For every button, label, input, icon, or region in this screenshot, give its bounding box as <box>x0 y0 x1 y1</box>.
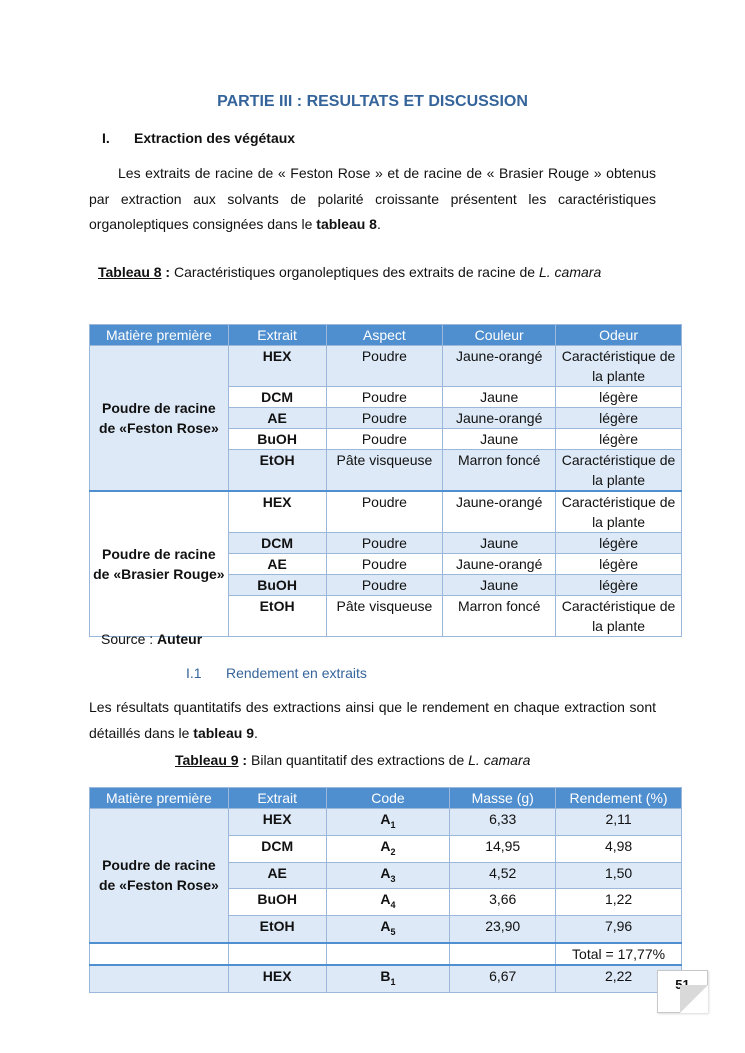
table-cell: AE <box>228 408 326 429</box>
table9-caption-text: Bilan quantitatif des extractions de <box>247 752 469 768</box>
table-cell: BuOH <box>228 429 326 450</box>
table-cell: HEX <box>228 491 326 533</box>
results-paragraph <box>89 695 656 746</box>
total-row <box>90 943 682 965</box>
table-cell: Jaune-orangé <box>443 554 556 575</box>
table-cell: Jaune-orangé <box>443 491 556 533</box>
table-cell: Poudre <box>326 429 443 450</box>
intro-end: . <box>376 216 381 232</box>
table-cell: Pâte visqueuse <box>326 450 443 492</box>
table-cell: Poudre <box>326 346 443 387</box>
column-header: Aspect <box>326 325 443 346</box>
table-header-row <box>90 325 682 346</box>
table-cell: Jaune <box>443 429 556 450</box>
table-cell: Poudre <box>326 387 443 408</box>
table8-label: Tableau 8 <box>98 264 162 280</box>
table-row <box>90 965 682 992</box>
table-cell: légère <box>556 387 682 408</box>
column-header: Masse (g) <box>450 788 556 809</box>
code-subscript: 4 <box>390 900 396 911</box>
table9-colon: : <box>238 752 248 768</box>
page-fold-decoration <box>680 985 708 1013</box>
table-cell: Marron foncé <box>443 596 556 637</box>
table-cell: Poudre <box>326 408 443 429</box>
intro-paragraph <box>89 161 656 238</box>
table-cell: AE <box>228 554 326 575</box>
table-cell: Poudre <box>326 491 443 533</box>
table-cell: 3,66 <box>450 889 556 916</box>
code-subscript: 2 <box>390 846 396 857</box>
page-number-box <box>657 970 708 1013</box>
code-cell <box>326 916 450 943</box>
table-cell: légère <box>556 429 682 450</box>
table-cell: légère <box>556 533 682 554</box>
column-header: Odeur <box>556 325 682 346</box>
table-cell: Jaune-orangé <box>443 408 556 429</box>
subsection-title: Rendement en extraits <box>226 665 367 681</box>
code-letter: B <box>380 967 391 984</box>
intro-text: Les extraits de racine de « Feston Rose » et de racine de « Brasier Rouge » obtenus par extraction aux solvants de polarité croissante présentent les caractéristiques organoleptiques consignées dans le <box>89 165 656 232</box>
table-cell: Marron foncé <box>443 450 556 492</box>
table-cell: BuOH <box>228 889 326 916</box>
table-cell: 6,67 <box>450 965 556 992</box>
table-cell: 23,90 <box>450 916 556 943</box>
group-cell: Poudre de racine de «Feston Rose» <box>90 346 229 492</box>
table-row <box>90 346 682 387</box>
table-reference: tableau 8 <box>316 216 377 232</box>
table-cell: DCM <box>228 533 326 554</box>
empty-cell <box>90 943 229 965</box>
table-cell: Poudre <box>326 554 443 575</box>
table-cell: HEX <box>228 346 326 387</box>
code-subscript: 1 <box>390 819 396 830</box>
column-header: Extrait <box>228 788 326 809</box>
table-cell: Jaune <box>443 533 556 554</box>
table-reference: tableau 9 <box>193 724 254 741</box>
table-cell: EtOH <box>228 916 326 943</box>
empty-cell <box>90 965 229 992</box>
code-subscript: 5 <box>390 926 396 937</box>
table-cell: 7,96 <box>556 916 682 943</box>
table-cell: Jaune <box>443 387 556 408</box>
table-source <box>101 631 202 647</box>
subsection-heading <box>186 665 367 681</box>
table-cell: AE <box>228 862 326 889</box>
code-letter: A <box>380 837 391 854</box>
table-cell: 6,33 <box>450 809 556 836</box>
total-cell: Total = 17,77% <box>556 943 682 965</box>
section-number: I. <box>102 130 110 146</box>
empty-cell <box>450 943 556 965</box>
group-cell: Poudre de racine de «Feston Rose» <box>90 809 229 943</box>
table-cell: Jaune <box>443 575 556 596</box>
table9-label: Tableau 9 <box>175 752 239 768</box>
table-cell: Jaune-orangé <box>443 346 556 387</box>
table-cell: HEX <box>228 809 326 836</box>
table-cell: Caractéristique de la plante <box>556 450 682 492</box>
table-cell: Caractéristique de la plante <box>556 346 682 387</box>
table-cell: 1,22 <box>556 889 682 916</box>
code-cell <box>326 965 450 992</box>
table9-caption <box>175 752 530 768</box>
column-header: Rendement (%) <box>556 788 682 809</box>
species-name: L. camara <box>468 752 531 768</box>
table-cell: Caractéristique de la plante <box>556 596 682 637</box>
group-cell: Poudre de racine de «Brasier Rouge» <box>90 491 229 637</box>
code-cell <box>326 809 450 836</box>
table-cell: EtOH <box>228 450 326 492</box>
table-cell: HEX <box>228 965 326 992</box>
code-letter: A <box>380 918 391 935</box>
table-cell: DCM <box>228 387 326 408</box>
table-cell: EtOH <box>228 596 326 637</box>
table-cell: légère <box>556 575 682 596</box>
section-heading <box>102 130 295 146</box>
table-cell: BuOH <box>228 575 326 596</box>
table-cell: légère <box>556 408 682 429</box>
table-cell: 1,50 <box>556 862 682 889</box>
results-text: Les résultats quantitatifs des extractions ainsi que le rendement en chaque extraction sont détaillés dans le <box>89 699 656 741</box>
code-subscript: 3 <box>390 873 396 884</box>
table-cell: 14,95 <box>450 835 556 862</box>
table-cell: Poudre <box>326 533 443 554</box>
table-row <box>90 491 682 533</box>
code-letter: A <box>380 811 391 827</box>
table-cell: Caractéristique de la plante <box>556 491 682 533</box>
table8-caption-text: Caractéristiques organoleptiques des extraits de racine de <box>170 264 539 280</box>
table-cell: 2,11 <box>556 809 682 836</box>
code-letter: A <box>380 891 391 908</box>
empty-cell <box>228 943 326 965</box>
table-cell: DCM <box>228 835 326 862</box>
code-cell <box>326 862 450 889</box>
table-cell: 4,98 <box>556 835 682 862</box>
table-cell: 2,22 <box>556 965 682 992</box>
code-cell <box>326 889 450 916</box>
table-row <box>90 809 682 836</box>
table8-colon: : <box>161 264 171 280</box>
species-name: L. camara <box>538 264 602 280</box>
table-cell: Poudre <box>326 575 443 596</box>
column-header: Couleur <box>443 325 556 346</box>
table-cell: Pâte visqueuse <box>326 596 443 637</box>
code-cell <box>326 835 450 862</box>
table-header-row <box>90 788 682 809</box>
source-value: Auteur <box>157 631 203 647</box>
code-subscript: 1 <box>390 976 396 987</box>
table9 <box>89 787 682 993</box>
column-header: Matière première <box>90 788 229 809</box>
results-end: . <box>254 724 258 741</box>
column-header: Code <box>326 788 450 809</box>
page-title: PARTIE III : RESULTATS ET DISCUSSION <box>217 93 528 110</box>
subsection-number: I.1 <box>186 665 202 681</box>
table8-caption <box>98 264 601 280</box>
column-header: Matière première <box>90 325 229 346</box>
code-letter: A <box>380 864 391 881</box>
table-cell: légère <box>556 554 682 575</box>
section-title: Extraction des végétaux <box>134 130 296 146</box>
table8 <box>89 324 682 637</box>
page-number: 51 <box>675 977 690 992</box>
table-cell: 4,52 <box>450 862 556 889</box>
source-label: Source : <box>101 631 158 647</box>
empty-cell <box>326 943 450 965</box>
column-header: Extrait <box>228 325 326 346</box>
